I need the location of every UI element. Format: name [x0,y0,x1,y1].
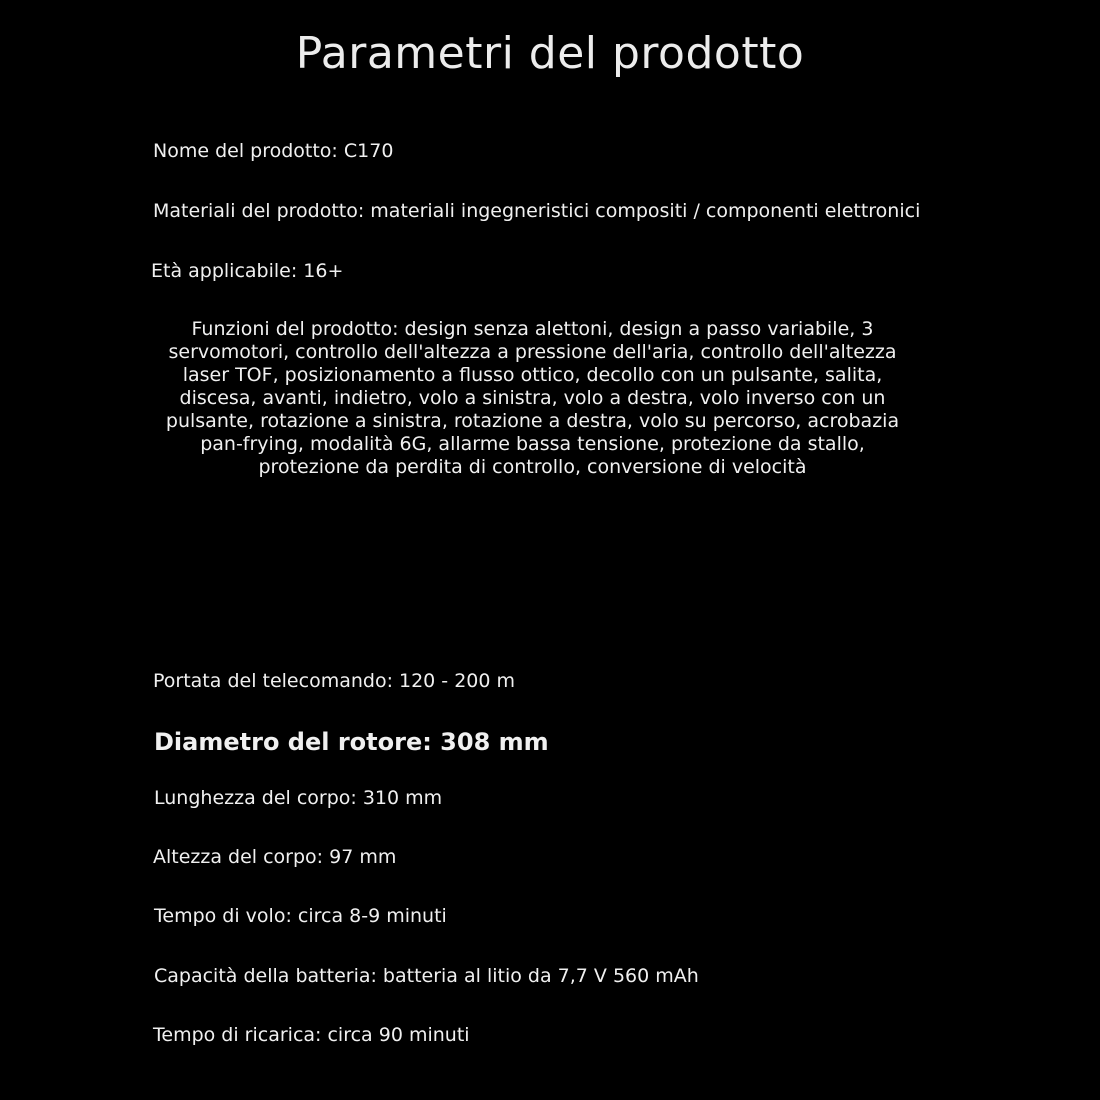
param-functions: Funzioni del prodotto: design senza alettoni, design a passo variabile, 3 servomotori, controllo dell'altezza a pressione dell'aria, controllo dell'altezza laser TOF, posizionamento a flusso ottico, decollo con un pulsante, salita, discesa, avanti, indietro, volo a sinistra, volo a destra, volo inverso con un pulsante, rotazione a sinistra, rotazione a destra, volo su percorso, acrobazia pan-frying, modalità 6G, allarme bassa tensione, protezione da stallo, protezione da perdita di controllo, conversione di velocità [165,318,900,478]
param-body-length: Lunghezza del corpo: 310 mm [154,787,443,809]
page-title: Parametri del prodotto [295,28,805,79]
param-age: Età applicabile: 16+ [151,260,344,282]
param-rotor-diameter: Diametro del rotore: 308 mm [154,728,549,756]
param-charge-time: Tempo di ricarica: circa 90 minuti [153,1024,470,1046]
param-flight-time: Tempo di volo: circa 8-9 minuti [154,905,447,927]
param-materials: Materiali del prodotto: materiali ingegneristici compositi / componenti elettronici [153,200,921,222]
param-remote-range: Portata del telecomando: 120 - 200 m [153,670,516,692]
param-body-height: Altezza del corpo: 97 mm [153,846,397,868]
param-battery-capacity: Capacità della batteria: batteria al litio da 7,7 V 560 mAh [154,965,699,987]
param-product-name: Nome del prodotto: C170 [153,140,394,162]
